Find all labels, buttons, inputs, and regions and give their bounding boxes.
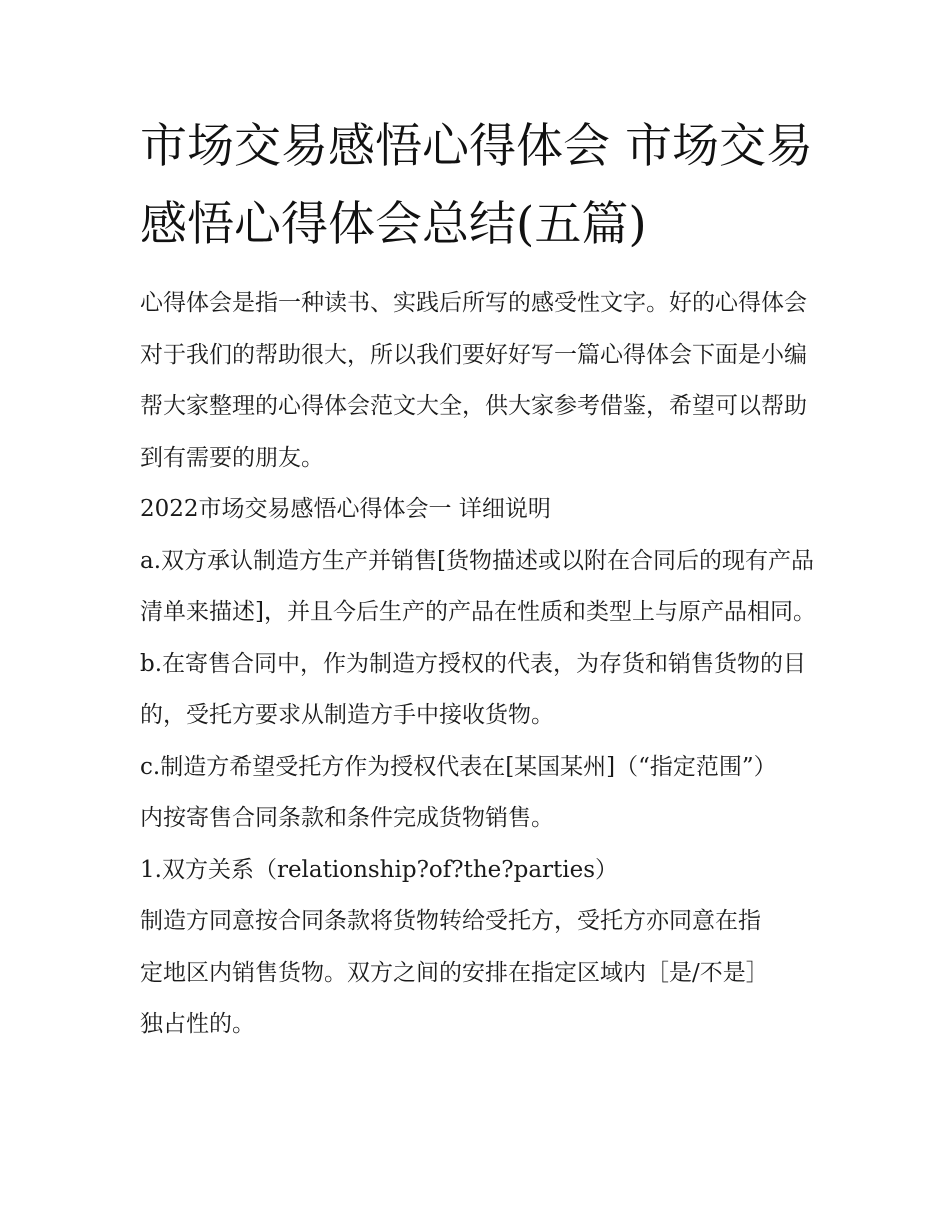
article-1-heading: 1.双方关系（relationship?of?the?parties） <box>140 856 619 883</box>
article-1-paragraph: 制造方同意按合同条款将货物转给受托方，受托方亦同意在指定地区内销售货物。双方之间的安排在指定区域内［是/不是］独占性的。 <box>140 908 769 1037</box>
document-body <box>140 278 820 1051</box>
section-heading: 2022市场交易感悟心得体会一 详细说明 <box>140 496 551 522</box>
clause-b: b.在寄售合同中，作为制造方授权的代表，为存货和销售货物的目的，受托方要求从制造方手中接收货物。 <box>140 650 807 728</box>
document-content <box>140 108 820 1051</box>
intro-paragraph: 心得体会是指一种读书、实践后所写的感受性文字。好的心得体会对于我们的帮助很大，所以我们要好好写一篇心得体会下面是小编帮大家整理的心得体会范文大全，供大家参考借鉴，希望可以帮助到有需要的朋友。 <box>140 290 807 471</box>
clause-a: a.双方承认制造方生产并销售[货物描述或以附在合同后的现有产品清单来描述]，并且今后生产的产品在性质和类型上与原产品相同。 <box>140 547 816 625</box>
document-title: 市场交易感悟心得体会 市场交易感悟心得体会总结(五篇) <box>140 119 813 252</box>
clause-c: c.制造方希望受托方作为授权代表在[某国某州]（“指定范围”）内按寄售合同条款和条件完成货物销售。 <box>140 753 766 831</box>
